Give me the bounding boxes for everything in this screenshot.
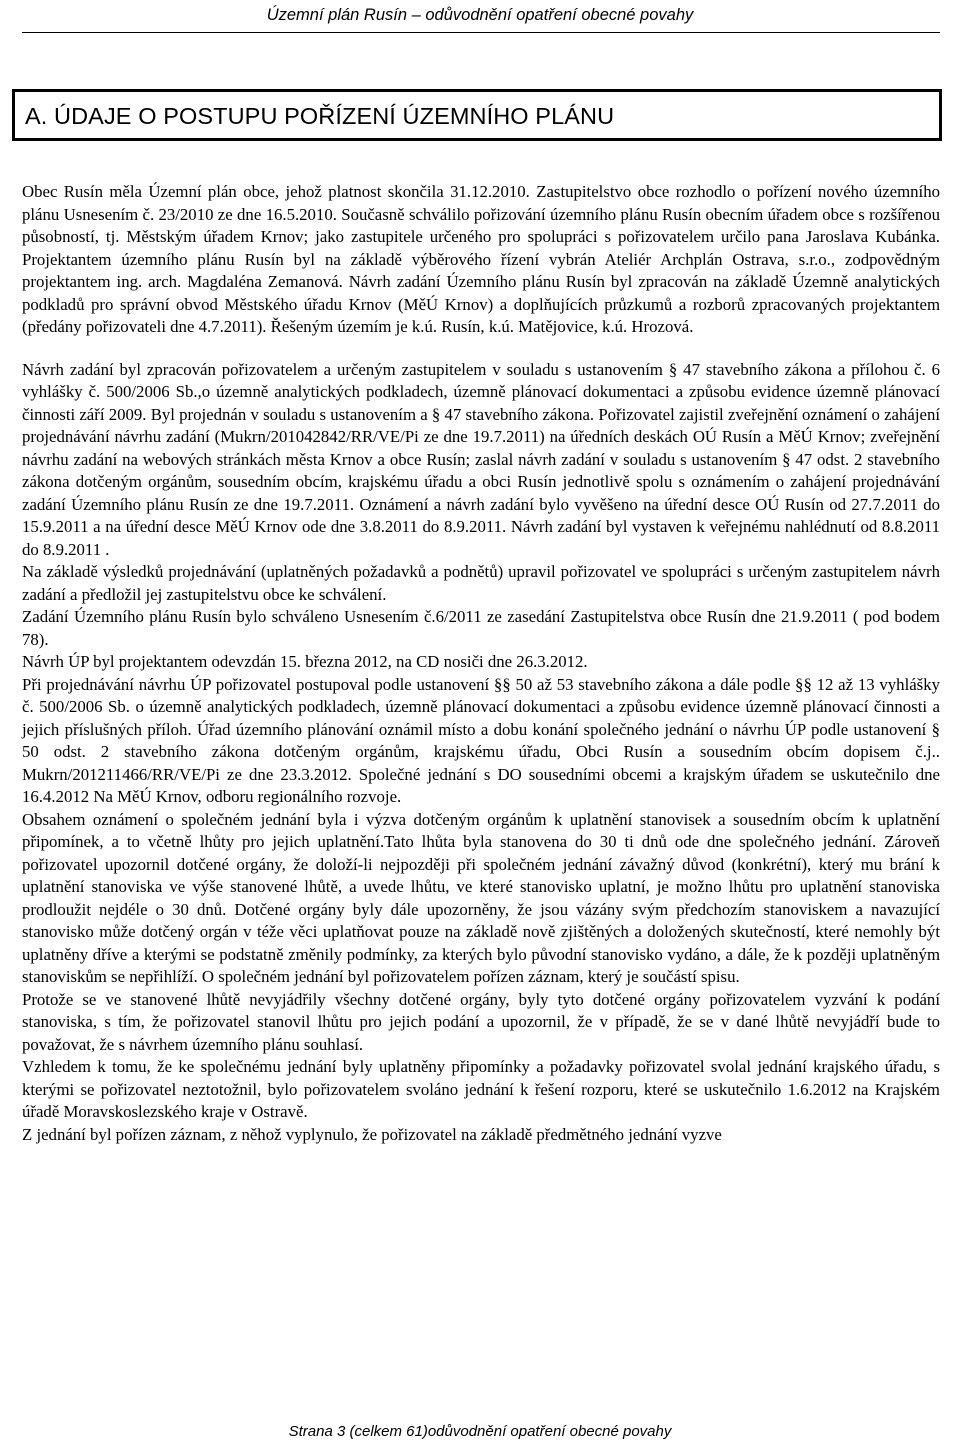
paragraph: Z jednání byl pořízen záznam, z něhož vyplynulo, že pořizovatel na základě předmětného jednání vyzve — [22, 1124, 722, 1144]
paragraph: Návrh zadání byl zpracován pořizovatelem a určeným zastupitelem v souladu s ustanovením § 47 stavebního zákona a přílohou č. 6 vyhlášky č. 500/2006 Sb.,o územně analytických podkladech, územně plánovací dokumentaci a způsobu evidence územně plánovací činnosti září 2009. Byl projednán v souladu s ustanovením a § 47 stavebního zákona. Pořizovatel zajistil zveřejnění oznámení o zahájení projednávání návrhu zadání (Mukrn/201042842/RR/VE/Pi ze dne 19.7.2011) na úředních deskách OÚ Rusín a MěÚ Krnov; zveřejnění návrhu zadání na webových stránkách města Krnov a obce Rusín; zaslal návrh zadání v souladu s ustanovením § 47 odst. 2 stavebního zákona dotčeným orgánům, sousedním obcím, krajskému úřadu a obci Rusín jednotlivě spolu s oznámením o zahájení projednávání zadání Územního plánu Rusín ze dne 19.7.2011. Oznámení a návrh zadání bylo vyvěšeno na úřední desce OÚ Rusín od 27.7.2011 do 15.9.2011 a na úřední desce MěÚ Krnov ode dne 3.8.2011 do 8.9.2011. Návrh zadání byl vystaven k veřejnému nahlédnutí od 8.8.2011 do 8.9.2011 . — [22, 359, 940, 559]
paragraph: Zadání Územního plánu Rusín bylo schváleno Usnesením č.6/2011 ze zasedání Zastupitelstva obce Rusín dne 21.9.2011 ( pod bodem 78). — [22, 607, 940, 649]
paragraph: Protože se ve stanovené lhůtě nevyjádřily všechny dotčené orgány, byly tyto dotčené orgány pořizovatelem vyzvání k podání stanoviska, s tím, že pořizovatel stanovil lhůtu pro jejich podání a upozornil, že v případě, že se v dané lhůtě nevyjádří bude to považovat, že s návrhem územního plánu souhlasí. — [22, 989, 940, 1054]
paragraph: Vzhledem k tomu, že ke společnému jednání byly uplatněny připomínky a požadavky pořizovatel svolal jednání krajského úřadu, s kterými se pořizovatel neztotožnil, bylo pořizovatelem svoláno jednání k řešení rozporu, které se uskutečnilo 1.6.2012 na Krajském úřadě Moravskoslezského kraje v Ostravě. — [22, 1057, 940, 1121]
section-heading: A. ÚDAJE O POSTUPU POŘÍZENÍ ÚZEMNÍHO PLÁNU — [12, 89, 942, 141]
running-header: Územní plán Rusín – odůvodnění opatření obecné povahy — [266, 6, 694, 24]
document-body — [22, 181, 940, 1146]
paragraph: Návrh ÚP byl projektantem odevzdán 15. března 2012, na CD nosiči dne 26.3.2012. — [22, 652, 588, 671]
paragraph: Při projednávání návrhu ÚP pořizovatel postupoval podle ustanovení §§ 50 až 53 stavebního zákona a dále podle §§ 12 až 13 vyhlášky č. 500/2006 Sb. o územně analytických podkladech, územně plánovací dokumentaci a způsobu evidence územně plánovací činnosti a jejich příslušných příloh. Úřad územního plánování oznámil místo a dobu konání společného jednání o návrhu ÚP podle ustanovení § 50 odst. 2 stavebního zákona dotčeným orgánům, krajskému úřadu, Obci Rusín a sousedním obcím dopisem č.j.. Mukrn/201211466/RR/VE/Pi ze dne 23.3.2012. Společné jednání s DO sousedními obcemi a krajským úřadem se uskutečnilo dne 16.4.2012 Na MěÚ Krnov, odboru regionálního rozvoje. — [22, 674, 940, 806]
paragraph: Obsahem oznámení o společném jednání byla i výzva dotčeným orgánům k uplatnění stanovisek a sousedním obcím k uplatnění připomínek, a to včetně lhůty pro jejich uplatnění.Tato lhůta byla stanovena do 30 ti dnů ode dne společného jednání. Zároveň pořizovatel upozornil dotčené orgány, že doloží-li nejpozději při společném jednání závažný důvod (konkrétní), který mu brání k uplatnění stanoviska ve výše stanovené lhůtě, a uvede lhůtu, ve které stanovisko uplatní, je možno lhůtu pro uplatnění stanoviska prodloužit nejdéle o 30 dnů. Dotčené orgány byly dále upozorněny, že jsou vázány svým předchozím stanoviskem a navazující stanovisko může dotčený orgán v téže věci uplatňovat pouze na základě nově zjištěných a doložených skutečností, které nemohly být uplatněny dříve a kterými se podstatně změnily podmínky, za kterých bylo původní stanovisko vydáno, a dále, že k později uplatněným stanoviskům se nepřihlíží. O společném jednání byl pořizovatelem pořízen záznam, který je součástí spisu. — [22, 809, 940, 986]
paragraph: Obec Rusín měla Územní plán obce, jehož platnost skončila 31.12.2010. Zastupitelstvo obce rozhodlo o pořízení nového územního plánu Usnesením č. 23/2010 ze dne 16.5.2010. Současně schválilo pořizování územního plánu Rusín obecním úřadem obce s rozšířenou působností, tj. Městským úřadem Krnov; jako zastupitele určeného pro spolupráci s pořizovatelem určilo pana Jaroslava Kubánka. Projektantem územního plánu Rusín byl na základě výběrového řízení vybrán Ateliér Archplán Ostrava, s.r.o., zodpovědným projektantem ing. arch. Magdaléna Zemanová. Návrh zadání Územního plánu Rusín byl zpracován na základě Územně analytických podkladů pro správní obvod Městského úřadu Krnov (MěÚ Krnov) a doplňujících průzkumů a rozborů zpracovaných projektantem (předány pořizovateli dne 4.7.2011). Řešeným územím je k.ú. Rusín, k.ú. Matějovice, k.ú. Hrozová. — [22, 182, 940, 336]
header-divider — [22, 32, 940, 33]
paragraph: Na základě výsledků projednávání (uplatněných požadavků a podnětů) upravil pořizovatel ve spolupráci s určeným zastupitelem návrh zadání a předložil jej zastupitelstvu obce ke schválení. — [22, 562, 940, 604]
page-footer: Strana 3 (celkem 61)odůvodnění opatření obecné povahy — [288, 1423, 672, 1440]
